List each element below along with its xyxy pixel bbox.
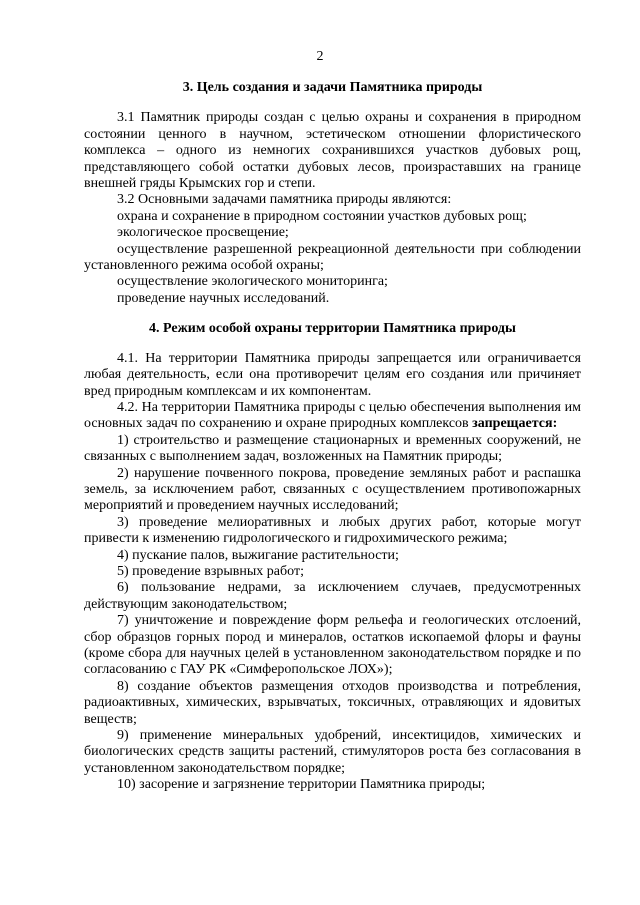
page-number: 2 bbox=[316, 49, 324, 64]
prohibition-item: 3) проведение мелиоративных и любых других работ, которые могут привести к изменению гидрологического и гидрохимического режима; bbox=[84, 514, 581, 547]
paragraph-4-2-text: 4.2. На территории Памятника природы с целью обеспечения выполнения им основных задач по сохранению и охране природных комплексов bbox=[84, 399, 581, 432]
task-item: экологическое просвещение; bbox=[117, 225, 289, 241]
task-item: осуществление разрешенной рекреационной деятельности при соблюдении установленного режима особой охраны; bbox=[84, 241, 581, 274]
prohibition-item: 7) уничтожение и повреждение форм рельефа и геологических отслоений, сбор образцов горных пород и минералов, остатков ископаемой флоры и фауны (кроме сбора для научных целей в установленном законодательством порядке и по согласованию с ГАУ РК «Симферопольское ЛОХ»); bbox=[84, 613, 581, 678]
document-body bbox=[84, 80, 581, 794]
prohibition-item: 4) пускание палов, выжигание растительности; bbox=[117, 547, 399, 563]
paragraph-4-1: 4.1. На территории Памятника природы запрещается или ограничивается любая деятельность, если она противоречит целям его создания или причиняет вред природным комплексам и их компонентам. bbox=[84, 350, 581, 399]
task-item: охрана и сохранение в природном состоянии участков дубовых рощ; bbox=[117, 208, 527, 224]
prohibition-item: 9) применение минеральных удобрений, инсектицидов, химических и биологических средств защиты растений, стимуляторов роста без согласования в установленном законодательством порядке; bbox=[84, 728, 581, 776]
section-3-title: 3. Цель создания и задачи Памятника природы bbox=[182, 80, 483, 95]
prohibition-item: 1) строительство и размещение стационарных и временных сооружений, не связанных с выполнением задач, возложенных на Памятник природы; bbox=[84, 432, 581, 465]
task-item: осуществление экологического мониторинга; bbox=[117, 274, 388, 290]
section-4-title: 4. Режим особой охраны территории Памятника природы bbox=[149, 321, 516, 337]
prohibition-item: 5) проведение взрывных работ; bbox=[117, 563, 304, 579]
prohibition-item: 2) нарушение почвенного покрова, проведение земляных работ и распашка земель, за исключением работ, связанных с осуществлением противопожарных мероприятий и проведением научных исследований; bbox=[84, 465, 581, 514]
prohibited-colon: : bbox=[552, 416, 558, 432]
prohibition-item: 10) засорение и загрязнение территории Памятника природы; bbox=[117, 777, 486, 793]
prohibition-item: 8) создание объектов размещения отходов производства и потребления, радиоактивных, химических, взрывчатых, токсичных, отравляющих и ядовитых веществ; bbox=[84, 678, 581, 727]
paragraph-3-1: 3.1 Памятник природы создан с целью охраны и сохранения в природном состоянии ценного в научном, эстетическом отношении флористического комплекса – одного из немногих сохранившихся участков дубовых рощ, представляющего собой остатки дубовых лесов, произраставших на границе внешней гряды Крымских гор и степи. bbox=[84, 110, 581, 192]
prohibition-item: 6) пользование недрами, за исключением случаев, предусмотренных действующим законодательством; bbox=[84, 580, 581, 612]
paragraph-3-2: 3.2 Основными задачами памятника природы являются: bbox=[117, 192, 452, 208]
prohibited-label: запрещается bbox=[472, 416, 553, 432]
paragraph-4-2 bbox=[84, 400, 581, 433]
task-item: проведение научных исследований. bbox=[117, 290, 330, 306]
